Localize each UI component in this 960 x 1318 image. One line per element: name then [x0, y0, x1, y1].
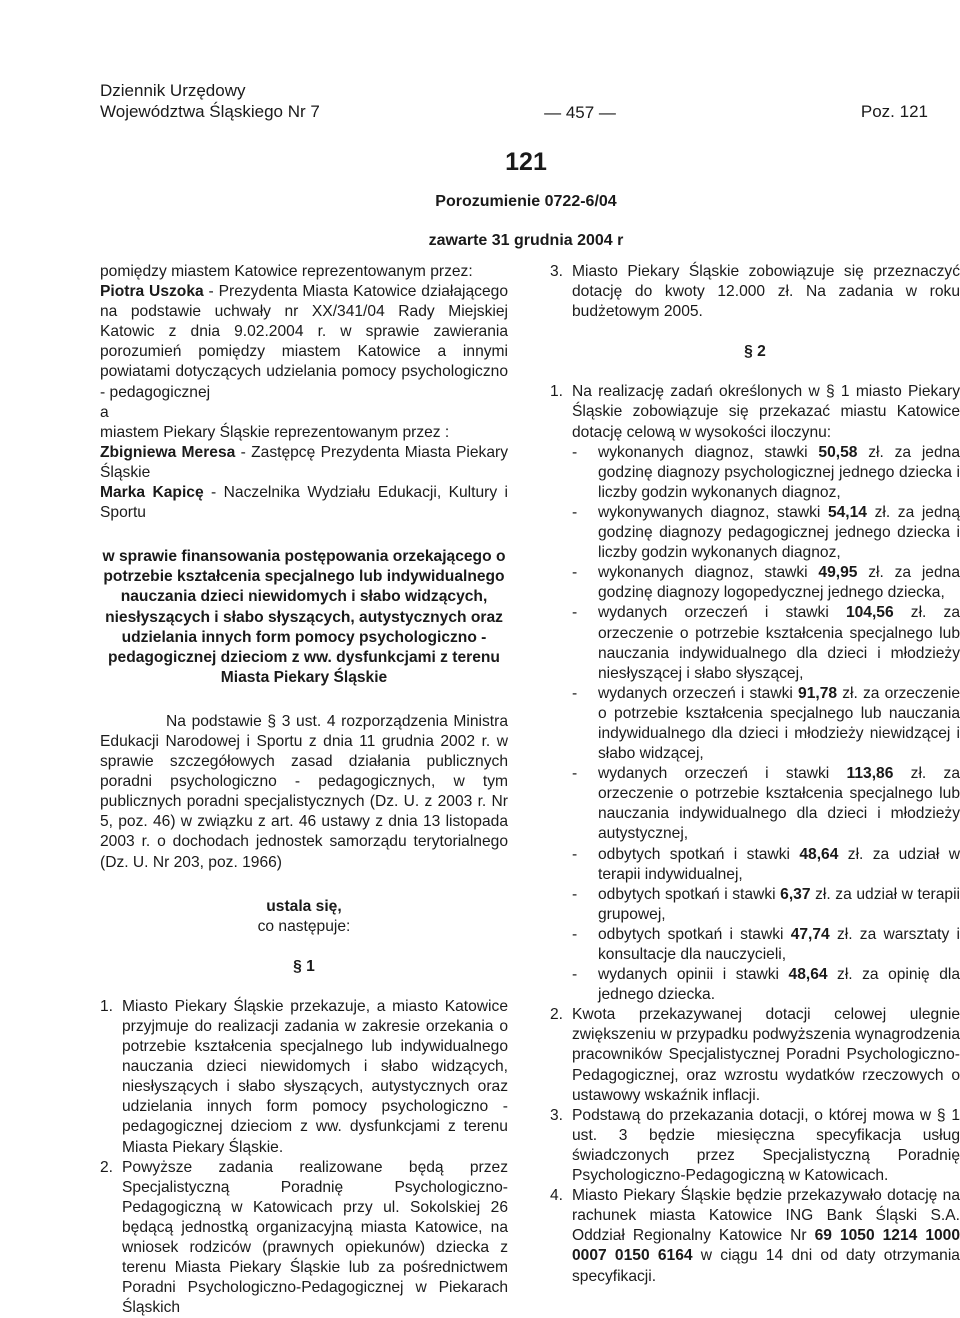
item-text: Miasto Piekary Śląskie będzie przekazywało dotację na rachunek miasta Katowice ING Bank Śląski S.A. Oddział Regionalny Katowice Nr	[572, 1187, 960, 1245]
agreement-formula-2: co następuje:	[257, 917, 351, 935]
rate-value: 6,37	[780, 885, 811, 903]
representative-2	[100, 443, 508, 483]
item-number: 1.	[550, 383, 564, 401]
representative-1-role: - Prezydenta Miasta Katowice działającego na podstawie uchwały nr XX/341/04 Rady Miejskiej Katowic z dnia 9.02.2004 r. w sprawie zawierania porozumień pomiędzy miastem Katowice a innymi powiatami dotyczących udzielania pomocy psychologiczno - pedagogicznej	[100, 283, 508, 401]
item-text: Na realizację zadań określonych w § 1 miasto Piekary Śląskie zobowiązuje się przekazać miastu Katowice dotację celową w wysokości iloczynu:	[572, 383, 960, 441]
item-number: 2.	[100, 1158, 114, 1176]
rate-value: 113,86	[846, 765, 894, 783]
rate-item: - odbytych spotkań i stawki 47,74 zł. za warsztaty i konsultacje dla nauczycieli,	[572, 925, 960, 963]
page-number: — 457 —	[544, 103, 616, 122]
section-1-list	[100, 997, 508, 1318]
representative-1-name: Piotra Uszoka	[100, 283, 204, 301]
rate-item: - wydanych opinii i stawki 48,64 zł. za opinię dla jednego dziecka.	[572, 966, 960, 1004]
item-number: 1.	[100, 997, 114, 1015]
rate-item: - odbytych spotkań i stawki 6,37 zł. za udział w terapii grupowej,	[572, 885, 960, 923]
agreement-subject: w sprawie finansowania postępowania orzekającego o potrzebie kształcenia specjalnego lub indywidualnego nauczania dzieci niewidomych i słabo widzących, niesłyszących i słabo słyszących, autystycznych oraz udzielania innych form pomocy psychologiczno -pedagogicznej dzieciom z ww. dysfunkcjami z terenu Miasta Piekary Śląskie	[102, 548, 506, 686]
representative-2-role: - Zastępcę Prezydenta Miasta Piekary Śląskie	[100, 443, 508, 481]
list-item	[550, 1005, 960, 1105]
list-item	[550, 262, 960, 322]
representative-3-role: - Naczelnika Wydziału Edukacji, Kultury i Sportu	[100, 484, 508, 522]
representative-2-name: Zbigniewa Meresa	[100, 443, 236, 461]
item-text: Powyższe zadania realizowane będą przez Specjalistyczną Poradnię Psychologiczno-Pedagogiczną w Katowicach przy ul. Sokolskiej 26 będącą jednostką organizacyjną miasta Katowice, na wniosek rodziców (prawnych opiekunów) dziecka z terenu Miasta Piekary Śląskie lub za pośrednictwem Poradni Psychologiczno-Pedagogicznej w Piekarach Śląskich	[122, 1158, 508, 1317]
rate-value: 48,64	[799, 845, 839, 863]
rate-value: 47,74	[790, 925, 830, 943]
legal-basis: Na podstawie § 3 ust. 4 rozporządzenia Ministra Edukacji Narodowej i Sportu z dnia 11 grudnia 2002 r. w sprawie szczegółowych zasad działania publicznych poradni psychologiczno - pedagogicznych, w tym publicznych poradni specjalistycznych (Dz. U. z 2003 r. Nr 5, poz. 46) w związku z art. 46 ustawy z dnia 13 listopada 2003 r. o dochodach jednostek samorządu terytorialnego (Dz. U. Nr 203, poz. 1966)	[100, 712, 508, 871]
list-item	[550, 1106, 960, 1186]
rate-item: - wykonanych diagnoz, stawki 50,58 zł. za jedna godzinę diagnozy psychologicznej jednego dziecka i liczby godzin wykonanych diagnoz,	[572, 443, 960, 501]
item-number: 3.	[550, 1106, 564, 1124]
representative-3	[100, 483, 508, 523]
rate-item: - wydanych orzeczeń i stawki 113,86 zł. za orzeczenie o potrzebie kształcenia specjalnego lub nauczania indywidualnego dla dzieci i młodzieży autystycznej,	[572, 765, 960, 843]
item-text: Kwota przekazywanej dotacji celowej ulegnie zwiększeniu w przypadku podwyższenia wynagrodzenia pracowników Specjalistycznej Poradni Psychologiczno- Pedagogicznej, oraz wzrostu wydatków rzeczowych o ustawowy wskaźnik inflacji.	[572, 1006, 960, 1104]
page-header	[100, 80, 928, 124]
rate-value: 104,56	[845, 604, 894, 622]
agreement-formula-1: ustala się,	[266, 897, 342, 915]
rate-item: - wykonanych diagnoz, stawki 49,95 zł. za jedna godzinę diagnozy logopedycznej jednego dziecka,	[572, 564, 960, 602]
journal-line-1: Dziennik Urzędowy	[100, 81, 246, 100]
section-2-heading: § 2	[744, 343, 766, 361]
rate-value: 48,64	[788, 966, 828, 984]
list-item	[100, 1158, 508, 1318]
item-text: Miasto Piekary Śląskie przekazuje, a miasto Katowice przyjmuje do realizacji zadania w zakresie orzekania o potrzebie kształcenia specjalnego lub indywidualnego nauczania dzieci niewidomych i słabo widzących, niesłyszących i słabo słyszących, autystycznych oraz udzielania innych form pomocy psychologiczno - pedagogicznej dzieciom z ww. dysfunkcjami z terenu Miasta Piekary Śląskie.	[122, 997, 508, 1156]
representative-3-name: Marka Kapicę	[100, 484, 204, 502]
rate-item: - odbytych spotkań i stawki 48,64 zł. za udział w terapii indywidualnej,	[572, 845, 960, 883]
item-number: 2.	[550, 1006, 564, 1024]
document-date: zawarte 31 grudnia 2004 r	[428, 232, 624, 249]
list-item	[100, 997, 508, 1158]
item-text: Miasto Piekary Śląskie zobowiązuje się przeznaczyć dotację do kwoty 12.000 zł. Na zadania w roku budżetowym 2005.	[572, 263, 960, 321]
rate-value: 49,95	[818, 564, 858, 582]
parties-intro-1: pomiędzy miastem Katowice reprezentowanym przez:	[100, 263, 473, 280]
right-column	[550, 262, 960, 1287]
item-text: Podstawą do przekazania dotacji, o której mowa w § 1 ust. 3 będzie miesięczna specyfikacja usług świadczonych przez Specjalistyczną Poradnię Psychologiczno-Pedagogiczną w Katowicach.	[572, 1106, 960, 1185]
rate-item: - wydanych orzeczeń i stawki 91,78 zł. za orzeczenie o potrzebie kształcenia specjalnego lub nauczania indywidualnego dla dzieci i młodzieży niewidzącej i słabo widzącej,	[572, 684, 960, 763]
left-column	[100, 262, 508, 1318]
document-number: 121	[505, 148, 547, 176]
rate-value: 54,14	[827, 503, 867, 521]
rate-list	[572, 443, 960, 1006]
position-number: Poz. 121	[860, 102, 928, 121]
item-number: 4.	[550, 1187, 564, 1205]
section-1-heading: § 1	[293, 957, 315, 975]
rate-value: 91,78	[798, 684, 838, 702]
representative-1	[100, 282, 508, 403]
parties-intro-2: miastem Piekary Śląskie reprezentowanym przez :	[100, 423, 450, 441]
list-item	[550, 1186, 960, 1286]
journal-title	[100, 80, 320, 122]
rate-item: - wydanych orzeczeń i stawki 104,56 zł. za orzeczenie o potrzebie kształcenia specjalnego lub nauczania indywidualnego dla dzieci i młodzieży niesłyszącej i słabo słyszącej,	[572, 604, 960, 682]
rate-value: 50,58	[818, 443, 858, 461]
journal-line-2: Województwa Śląskiego Nr 7	[100, 102, 320, 121]
item-number: 3.	[550, 263, 564, 280]
conjunction: a	[100, 403, 109, 421]
rate-item: - wykonywanych diagnoz, stawki 54,14 zł. za jedną godzinę diagnozy pedagogicznej jednego dziecka i liczby godzin wykonanych diagnoz,	[572, 503, 960, 562]
item-text-end: w ciągu 14 dni od daty otrzymania specyfikacji.	[572, 1247, 960, 1285]
document-title: Porozumienie 0722-6/04	[435, 193, 617, 210]
bank-account-number: 69 1050 1214 1000 0007 0150 6164	[572, 1227, 960, 1265]
list-item	[550, 382, 960, 1005]
